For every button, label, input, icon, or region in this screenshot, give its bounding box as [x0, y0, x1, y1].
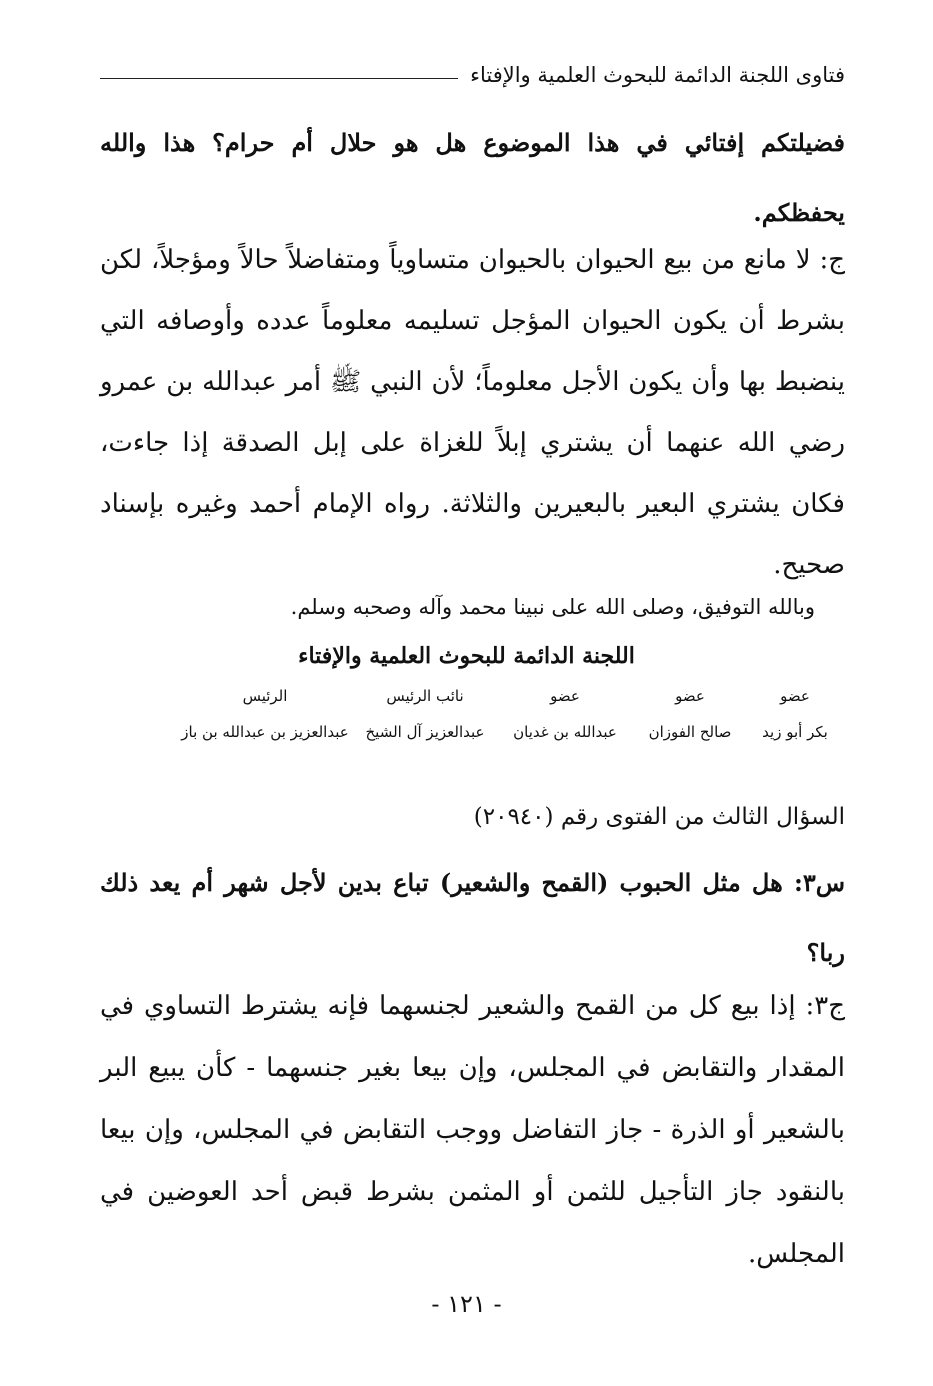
question-heading: السؤال الثالث من الفتوى رقم (٢٠٩٤٠): [473, 804, 845, 830]
running-title: فتاوى اللجنة الدائمة للبحوث العلمية والإفتاء: [470, 63, 845, 87]
header-rule: [100, 78, 458, 79]
signatory-names-row: [90, 723, 845, 741]
signatory-name: عبدالعزيز آل الشيخ: [365, 723, 485, 741]
closing-prayer: وبالله التوفيق، وصلى الله على نبينا محمد وآله وصحبه وسلم.: [290, 595, 815, 619]
question-text: س٣: هل مثل الحبوب (القمح والشعير) تباع بدين لأجل شهر أم يعد ذلك ربا؟: [100, 868, 845, 967]
answer-text: ج٣: إذا بيع كل من القمح والشعير لجنسهما فإنه يشترط التساوي في المقدار والتقابض في المجلس، وإن بيعا بغير جنسهما - كأن يبيع البر بالشعير أو الذرة - جاز التفاضل ووجب التقابض في المجلس، وإن بيعا بالنقود جاز التأجيل للثمن أو المثمن بشرط قبض أحد العوضين في المجلس.: [100, 991, 845, 1269]
signatory-role: الرئيس: [242, 687, 288, 705]
previous-question-end: فضيلتكم إفتائي في هذا الموضوع هل هو حلال أم حرام؟ هذا والله يحفظكم.: [100, 128, 845, 227]
signatory-role: عضو: [550, 687, 580, 705]
signatory-role: عضو: [780, 687, 810, 705]
signatory-role: عضو: [675, 687, 705, 705]
signatory-name: بكر أبو زيد: [762, 723, 828, 741]
signatory-role: نائب الرئيس: [386, 687, 464, 705]
running-header: [100, 60, 845, 90]
signatory-name: عبدالله بن غديان: [513, 723, 617, 741]
page-number: - ١٢١ -: [431, 1290, 502, 1318]
committee-name: اللجنة الدائمة للبحوث العلمية والإفتاء: [298, 643, 635, 669]
signatory-roles-row: [90, 687, 845, 705]
signatory-name: عبدالعزيز بن عبدالله بن باز: [181, 723, 349, 741]
previous-answer: ج: لا مانع من بيع الحيوان بالحيوان متساوياً ومتفاضلاً حالاً ومؤجلاً، لكن بشرط أن يكون الحيوان المؤجل تسليمه معلوماً عدده وأوصافه التي ينضبط بها وأن يكون الأجل معلوماً؛ لأن النبي ﷺ أمر عبدالله بن عمرو رضي الله عنهما أن يشتري إبلاً للغزاة على إبل الصدقة إذا جاءت، فكان يشتري البعير بالبعيرين والثلاثة. رواه الإمام أحمد وغيره بإسناد صحيح.: [100, 245, 845, 580]
signatory-name: صالح الفوزان: [648, 723, 732, 741]
